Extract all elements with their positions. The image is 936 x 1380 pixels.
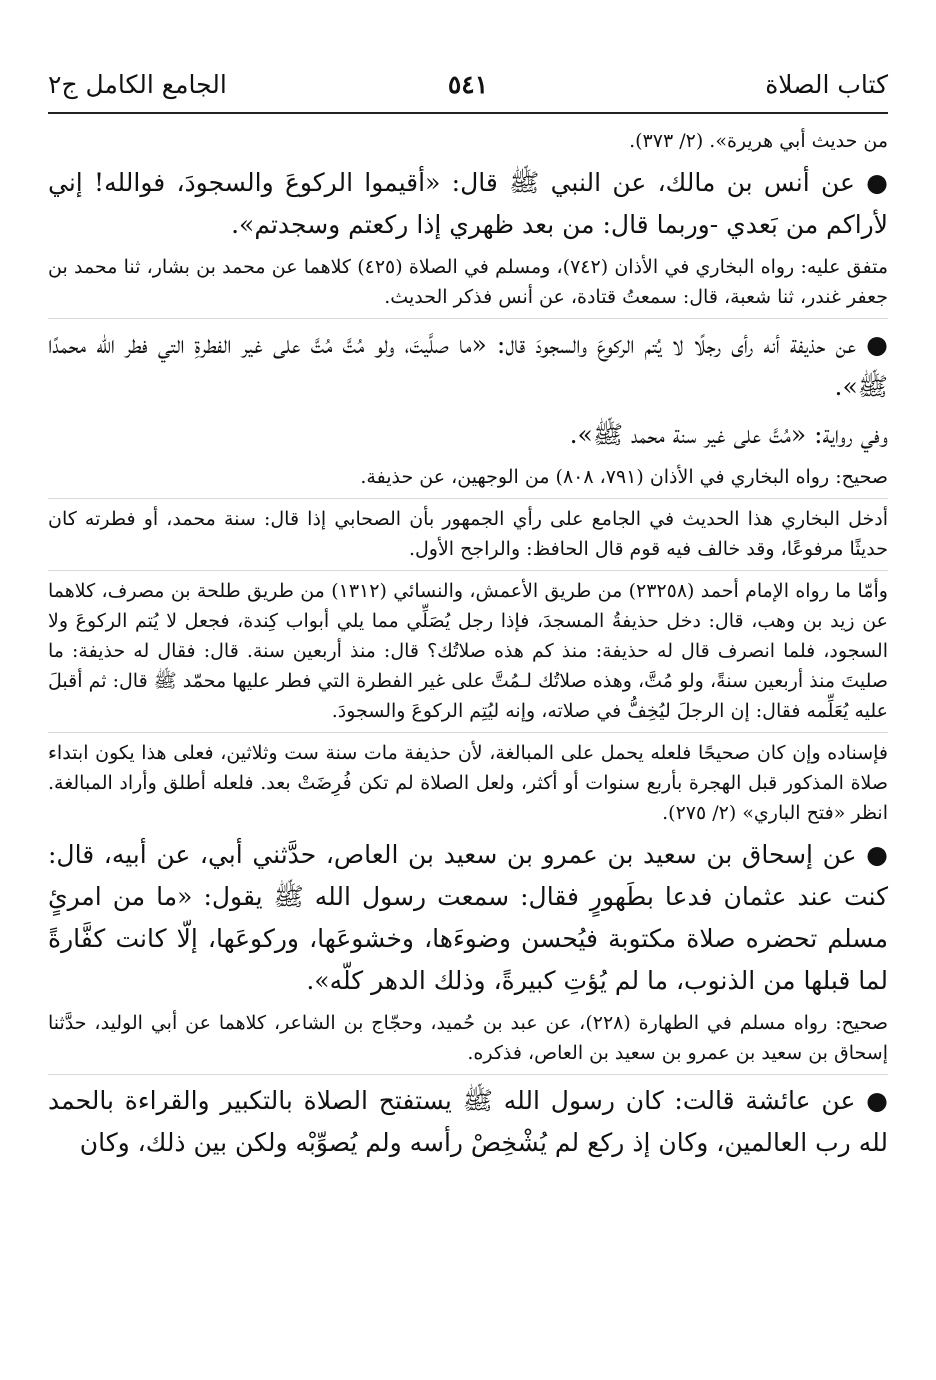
hadith-hudhayfa-variant: وفي رواية: «مُتَّ على غير سنة محمد ﷺ». xyxy=(569,420,888,449)
takhrij-hudhayfa: صحيح: رواه البخاري في الأذان (٧٩١، ٨٠٨) من الوجهين، عن حذيفة. xyxy=(360,466,888,488)
hadith-aisha: ● عن عائشة قالت: كان رسول الله ﷺ يستفتح الصلاة بالتكبير والقراءة بالحمد لله رب العالمين، وكان إذ ركع لم يُشْخِصْ رأسه ولم يُصوِّبْه ولكن بين ذلك، وكان xyxy=(48,1086,888,1157)
book-title: كتاب الصلاة xyxy=(765,70,888,99)
note-isnad: فإسناده وإن كان صحيحًا فلعله يحمل على المبالغة، لأن حذيفة مات سنة ست وثلاثين، فعلى هذا يكون ابتداء صلاة المذكور قبل الهجرة بأربع سنوات أو أكثر، ولعل الصلاة لم تكن فُرِضَتْ بعد. فلعله أطلق وأراد المبالغة. انظر «فتح الباري» (٢/ ٢٧٥). xyxy=(48,742,888,824)
hadith-uthman: ● عن إسحاق بن سعيد بن عمرو بن سعيد بن العاص، حدَّثني أبي، عن أبيه، قال: كنت عند عثمان فدعا بطَهورٍ فقال: سمعت رسول الله ﷺ يقول: «ما من امرئٍ مسلم تحضره صلاة مكتوبة فيُحسن وضوءَها، وخشوعَها، وركوعَها، إلّا كانت كفَّارةً لما قبلها من الذنوب، ما لم يُؤتِ كبيرةً، وذلك الدهر كلّه». xyxy=(48,840,888,995)
takhrij-uthman: صحيح: رواه مسلم في الطهارة (٢٢٨)، عن عبد بن حُميد، وحجّاج بن الشاعر، كلاهما عن أبي الوليد، حدَّثنا إسحاق بن سعيد بن عمرو بن سعيد بن العاص، فذكره. xyxy=(48,1012,888,1064)
paragraph-continuation: من حديث أبي هريرة». (٢/ ٣٧٣). xyxy=(629,130,888,152)
hadith-anas: ● عن أنس بن مالك، عن النبي ﷺ قال: «أقيموا الركوعَ والسجودَ، فوالله! إني لأراكم من بَعدي -وربما قال: من بعد ظهري إذا ركعتم وسجدتم». xyxy=(48,168,888,239)
section-divider xyxy=(48,570,888,571)
book-page xyxy=(48,64,888,1360)
volume-title: الجامع الكامل ج٢ xyxy=(48,70,227,99)
section-divider xyxy=(48,498,888,499)
section-divider xyxy=(48,318,888,319)
page-number: ٥٤١ xyxy=(447,70,489,99)
running-header xyxy=(48,64,888,112)
takhrij-anas: متفق عليه: رواه البخاري في الأذان (٧٤٢)، ومسلم في الصلاة (٤٢٥) كلاهما عن محمد بن بشار، ثنا محمد بن جعفر غندر، ثنا شعبة، قال: سمعتُ قتادة، عن أنس فذكر الحديث. xyxy=(48,256,888,308)
section-divider xyxy=(48,732,888,733)
section-divider xyxy=(48,1074,888,1075)
note-bukhari: أدخل البخاري هذا الحديث في الجامع على رأي الجمهور بأن الصحابي إذا قال: سنة محمد، أو فطرته كان حديثًا مرفوعًا، وقد خالف فيه قوم قال الحافظ: والراجح الأول. xyxy=(48,508,888,560)
note-ahmad-nasai: وأمّا ما رواه الإمام أحمد (٢٣٢٥٨) من طريق الأعمش، والنسائي (١٣١٢) من طريق طلحة بن مصرف، كلاهما عن زيد بن وهب، قال: دخل حذيفةُ المسجدَ، فإذا رجل يُصَلِّي مما يلي أبواب كِندة، فجعل لا يُتم الركوعَ ولا السجود، فلما انصرف قال له حذيفة: منذ كم هذه صلاتُك؟ قال: منذ أربعين سنة. قال: فقال له حذيفة: ما صليتَ منذ أربعين سنةً، ولو مُتَّ، وهذه صلاتُك لـمُتَّ على غير الفطرة التي فطر عليها محمّد ﷺ قال: ثم أقبلَ عليه يُعَلِّمه فقال: إن الرجلَ ليُخِفُّ في صلاته، وإنه ليُتِم الركوعَ والسجودَ. xyxy=(48,580,888,722)
page-body xyxy=(48,126,888,1164)
hadith-hudhayfa: ● عن حذيفة أنه رأى رجلًا لا يُتم الركوعَ والسجودَ قال: «ما صلَّيتَ، ولو مُتَّ مُتَّ على غير الفطرةِ التي فطر الله محمدًا ﷺ». xyxy=(48,330,888,401)
header-rule xyxy=(48,112,888,114)
